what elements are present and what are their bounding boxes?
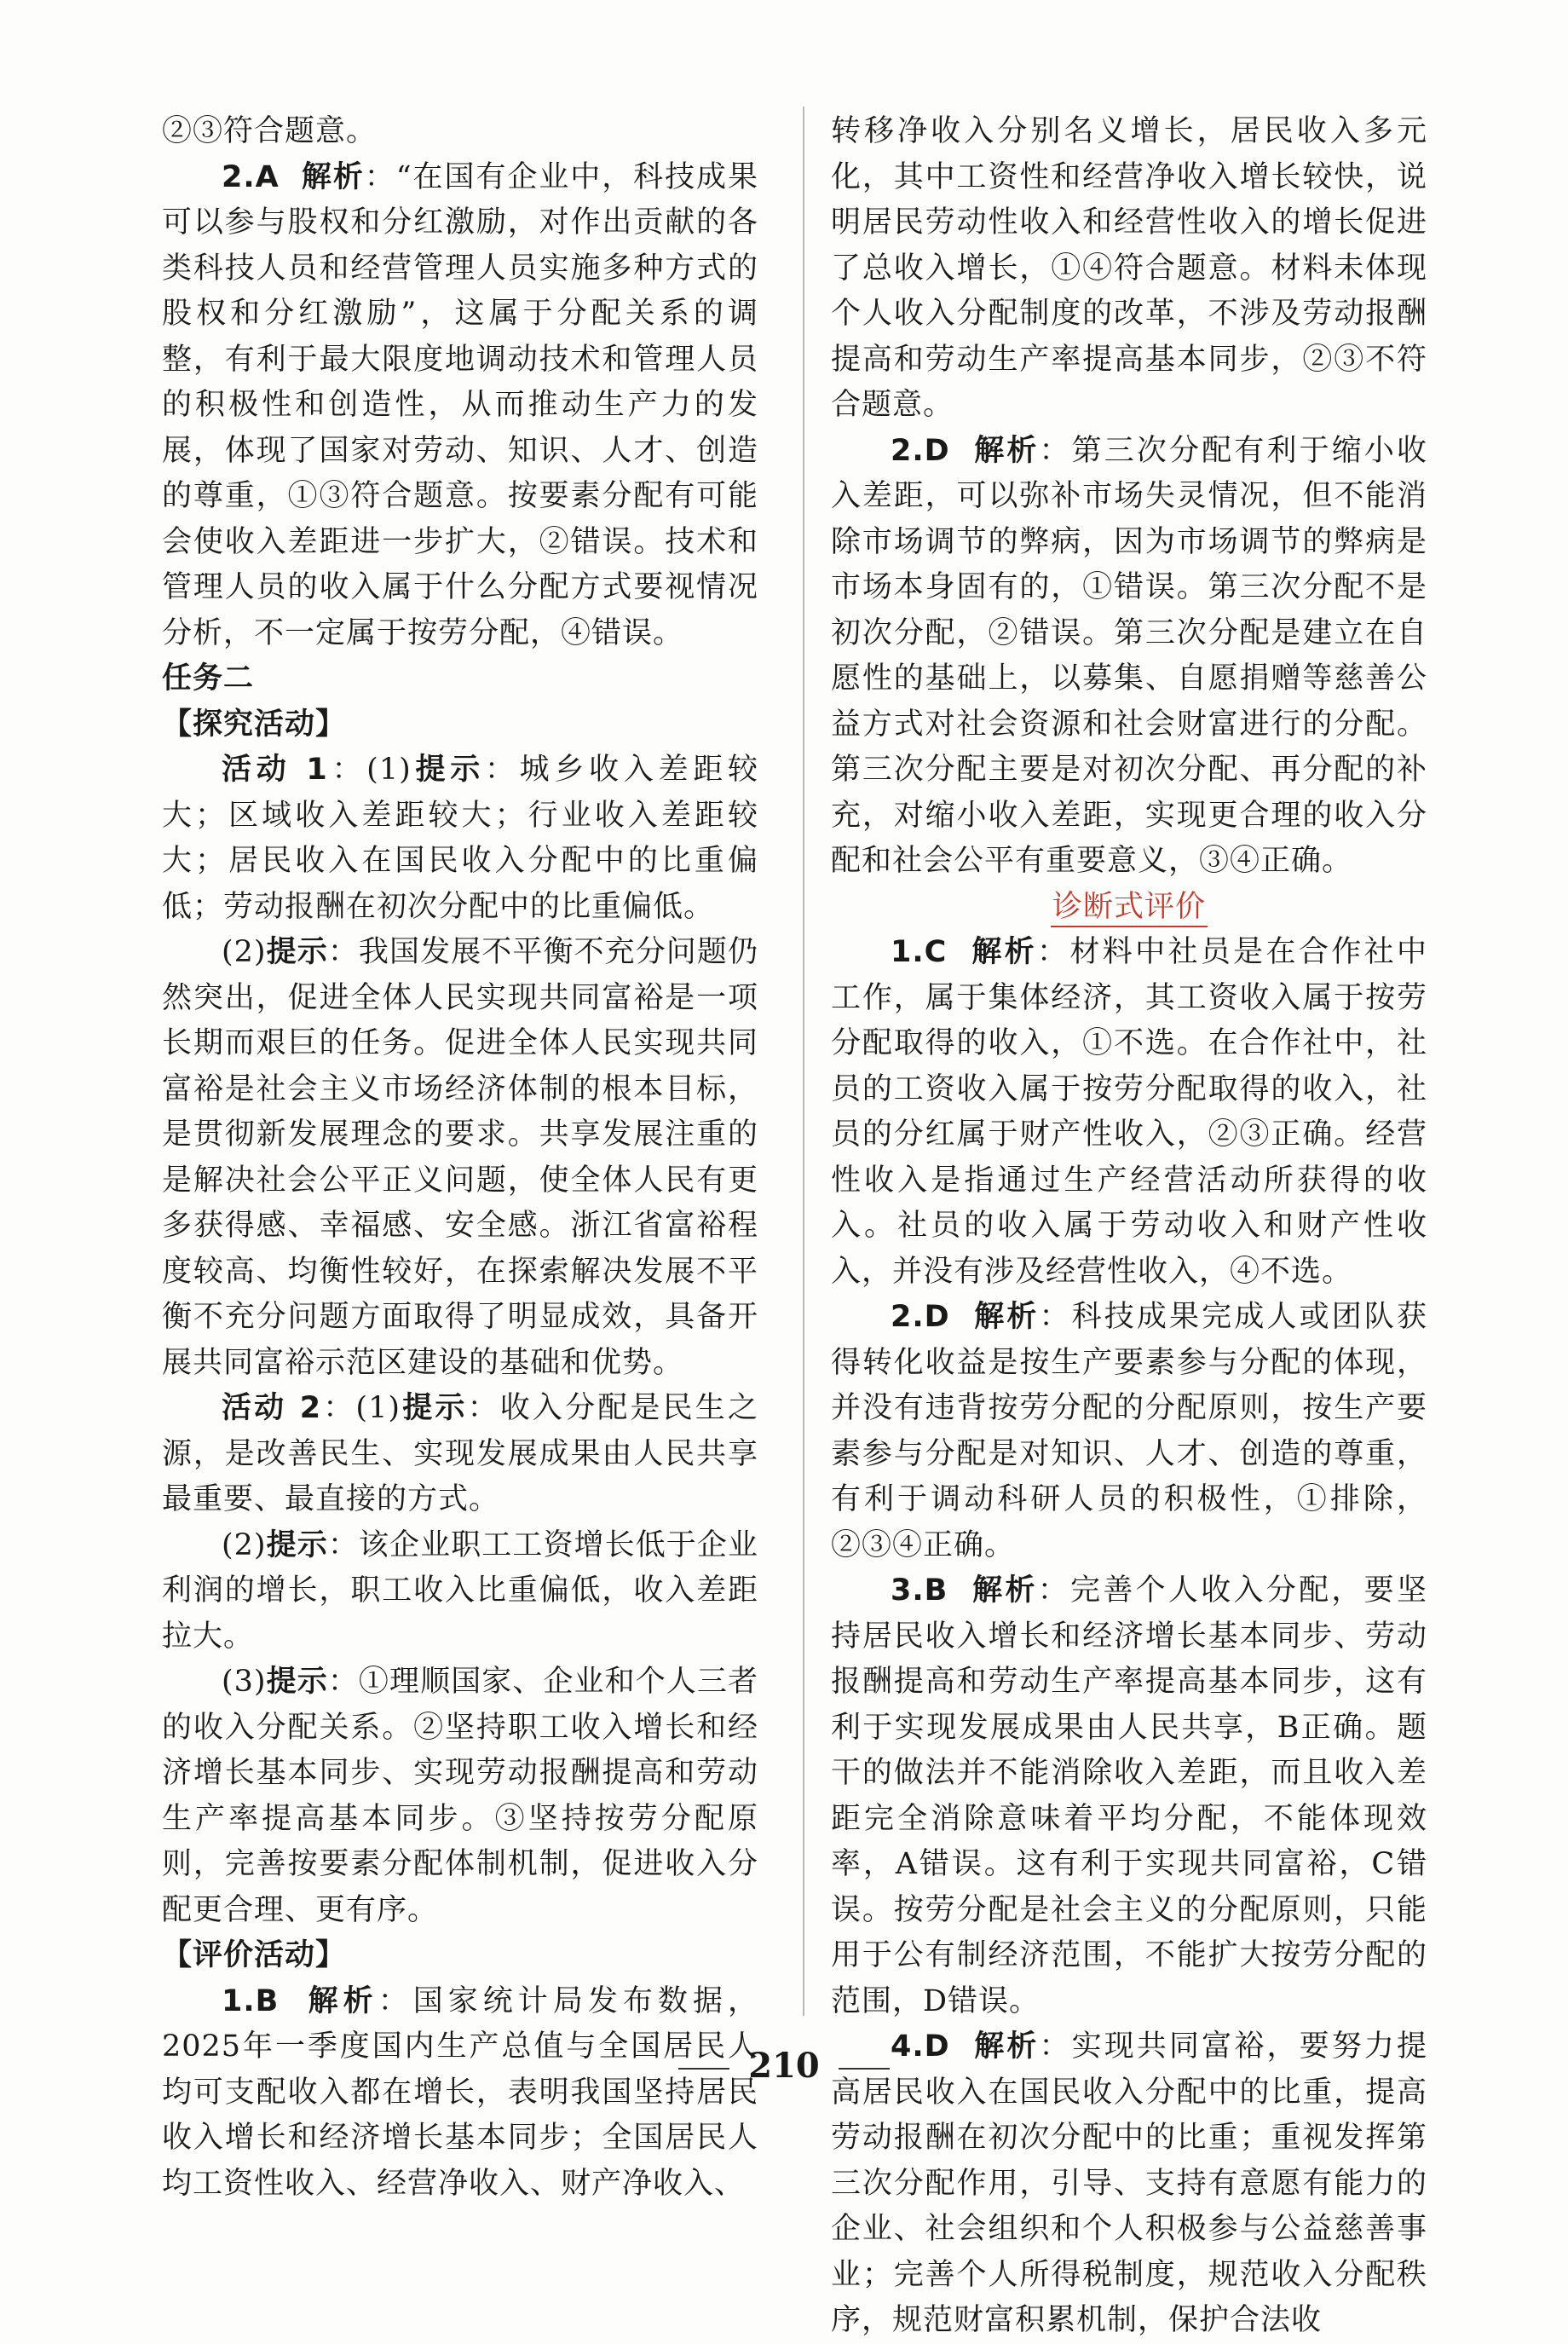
answer-number: 1.B — [222, 1983, 280, 2018]
answer-text: ：“在国有企业中，科技成果可以参与股权和分红激励，对作出贡献的各类科技人员和经营管理人员实施多种方式的股权和分红激励”，这属于分配关系的调整，有利于最大限度地调动技术和管理人员的积极性和创造性，从而推动生产力的发展，体现了国家对劳动、知识、人才、创造的尊重，①③符合题意。按要素分配有可能会使收入差距进一步扩大，②错误。技术和管理人员的收入属于什么分配方式要视情况分析，不一定属于按劳分配，④错误。 — [162, 159, 758, 650]
hint-text: ：我国发展不平衡不充分问题仍然突出，促进全体人民实现共同富裕是一项长期而艰巨的任务。促进全体人民实现共同富裕是社会主义市场经济体制的根本目标，是贯彻新发展理念的要求。共享发展注重的是解决社会公平正义问题，使全体人民有更多获得感、幸福感、安全感。浙江省富裕程度较高、均衡性较好，在探索解决发展不平衡不充分问题方面取得了明显成效，具备开展共同富裕示范区建设的基础和优势。 — [162, 935, 758, 1380]
analysis-label: 解析 — [974, 433, 1040, 468]
diagnostic-answer-3 — [831, 1568, 1427, 2024]
answer-number: 1.C — [891, 935, 948, 969]
analysis-label: 解析 — [301, 159, 365, 194]
hint-label: 提示 — [266, 1665, 328, 1699]
answer-number: 2.D — [891, 1300, 950, 1334]
answer-text: ：科技成果完成人或团队获得转化收益是按生产要素参与分配的体现，并没有违背按劳分配的分配原则，按生产要素参与分配是对知识、人才、创造的尊重，有利于调动科研人员的积极性，①排除，②③④正确。 — [831, 1300, 1427, 1562]
paragraph: ②③符合题意。 — [162, 114, 378, 148]
hint-text: ：①理顺国家、企业和个人三者的收入分配关系。②坚持职工收入增长和经济增长基本同步、实现劳动报酬提高和劳动生产率提高基本同步。③坚持按劳分配原则，完善按要素分配体制机制，促进收入分配更合理、更有序。 — [162, 1665, 758, 1927]
answer-number: 2.A — [222, 159, 280, 194]
analysis-label: 解析 — [308, 1983, 378, 2018]
answer-text: ：完善个人收入分配，要坚持居民收入增长和经济增长基本同步、劳动报酬提高和劳动生产率提高基本同步，这有利于实现发展成果由人民共享，B正确。题干的做法并不能消除收入差距，而且收入差距完全消除意味着平均分配，不能体现效率，A错误。这有利于实现共同富裕，C错误。按劳分配是社会主义的分配原则，只能用于公有制经济范围，不能扩大按劳分配的范围，D错误。 — [831, 1573, 1427, 2018]
answer-2 — [162, 155, 758, 657]
evaluation-answer-1 — [162, 1979, 758, 2208]
hint-label: 提示 — [401, 1391, 468, 1425]
sub-number: (2) — [222, 1527, 267, 1562]
footer-rule-right — [839, 2068, 890, 2070]
footer-rule-left — [678, 2068, 729, 2070]
activity-label: 活动 1 — [222, 753, 328, 787]
answer-text: ：第三次分配有利于缩小收入差距，可以弥补市场失灵情况，但不能消除市场调节的弊病，因为市场调节的弊病是市场本身固有的，①错误。第三次分配不是初次分配，②错误。第三次分配是建立在自愿性的基础上，以募集、自愿捐赠等慈善公益方式对社会资源和社会财富进行的分配。第三次分配主要是对初次分配、再分配的补充，对缩小收入差距，实现更合理的收入分配和社会公平有重要意义，③④正确。 — [831, 433, 1427, 878]
diagnostic-answer-2 — [831, 1295, 1427, 1568]
sub-number: ：(1) — [327, 753, 412, 787]
paragraph: 转移净收入分别名义增长，居民收入多元化，其中工资性和经营净收入增长较快，说明居民劳动性收入和经营性收入的增长促进了总收入增长，①④符合题意。材料未体现个人收入分配制度的改革，不涉及劳动报酬提高和劳动生产率提高基本同步，②③不符合题意。 — [831, 114, 1427, 422]
hint-text: ：城乡收入差距较大；区域收入差距较大；行业收入差距较大；居民收入在国民收入分配中的比重偏低；劳动报酬在初次分配中的比重偏低。 — [162, 753, 758, 924]
task-heading: 任务二 — [162, 661, 255, 696]
diagnostic-title: 诊断式评价 — [1051, 890, 1208, 927]
diagnostic-heading — [831, 885, 1427, 931]
sub-number: ：(1) — [321, 1391, 401, 1425]
diagnostic-answer-1 — [831, 930, 1427, 1295]
evaluation-heading: 【评价活动】 — [162, 1938, 347, 1972]
answer-number: 2.D — [891, 433, 950, 468]
analysis-label: 解析 — [974, 2029, 1040, 2064]
sub-number: (2) — [222, 935, 267, 969]
analysis-label: 解析 — [972, 1573, 1038, 1608]
page-footer — [0, 2046, 1568, 2086]
hint-text: ：该企业职工工资增长低于企业利润的增长，职工收入比重偏低，收入差距拉大。 — [162, 1527, 758, 1654]
evaluation-answer-2 — [831, 429, 1427, 885]
hint-label: 提示 — [266, 1527, 328, 1562]
sub-number: (3) — [222, 1665, 267, 1699]
activity-label: 活动 2 — [222, 1391, 322, 1425]
explore-heading: 【探究活动】 — [162, 707, 347, 742]
answer-text: ：材料中社员是在合作社中工作，属于集体经济，其工资收入属于按劳分配取得的收入，①不选。在合作社中，社员的工资收入属于按劳分配取得的收入，社员的分红属于财产性收入，②③正确。经营性收入是指通过生产经营活动所获得的收入。社员的收入属于劳动收入和财产性收入，并没有涉及经营性收入，④不选。 — [831, 935, 1427, 1289]
right-column — [831, 109, 1427, 2344]
activity-1-part-1 — [162, 748, 758, 930]
answer-number: 4.D — [891, 2029, 950, 2064]
analysis-label: 解析 — [974, 1300, 1040, 1334]
left-column — [162, 109, 758, 2207]
answer-text: ：实现共同富裕，要努力提高居民收入在国民收入分配中的比重，提高劳动报酬在初次分配中的比重；重视发挥第三次分配作用，引导、支持有意愿有能力的企业、社会组织和个人积极参与公益慈善事业；完善个人所得税制度，规范收入分配秩序，规范财富积累机制，保护合法收 — [831, 2029, 1427, 2337]
answer-text: ：国家统计局发布数据，2025年一季度国内生产总值与全国居民人均可支配收入都在增长，表明我国坚持居民收入增长和经济增长基本同步；全国居民人均工资性收入、经营净收入、财产净收入、 — [162, 1983, 758, 2201]
column-divider — [803, 107, 804, 2016]
activity-1-part-2 — [162, 930, 758, 1386]
answer-number: 3.B — [891, 1573, 948, 1608]
hint-text: ：收入分配是民生之源，是改善民生、实现发展成果由人民共享最重要、最直接的方式。 — [162, 1391, 758, 1516]
hint-label: 提示 — [266, 935, 328, 969]
activity-2-part-2 — [162, 1523, 758, 1660]
hint-label: 提示 — [411, 753, 485, 787]
activity-2-part-1 — [162, 1386, 758, 1523]
page-number: 210 — [748, 2046, 820, 2086]
analysis-label: 解析 — [971, 935, 1038, 969]
activity-2-part-3 — [162, 1660, 758, 1933]
